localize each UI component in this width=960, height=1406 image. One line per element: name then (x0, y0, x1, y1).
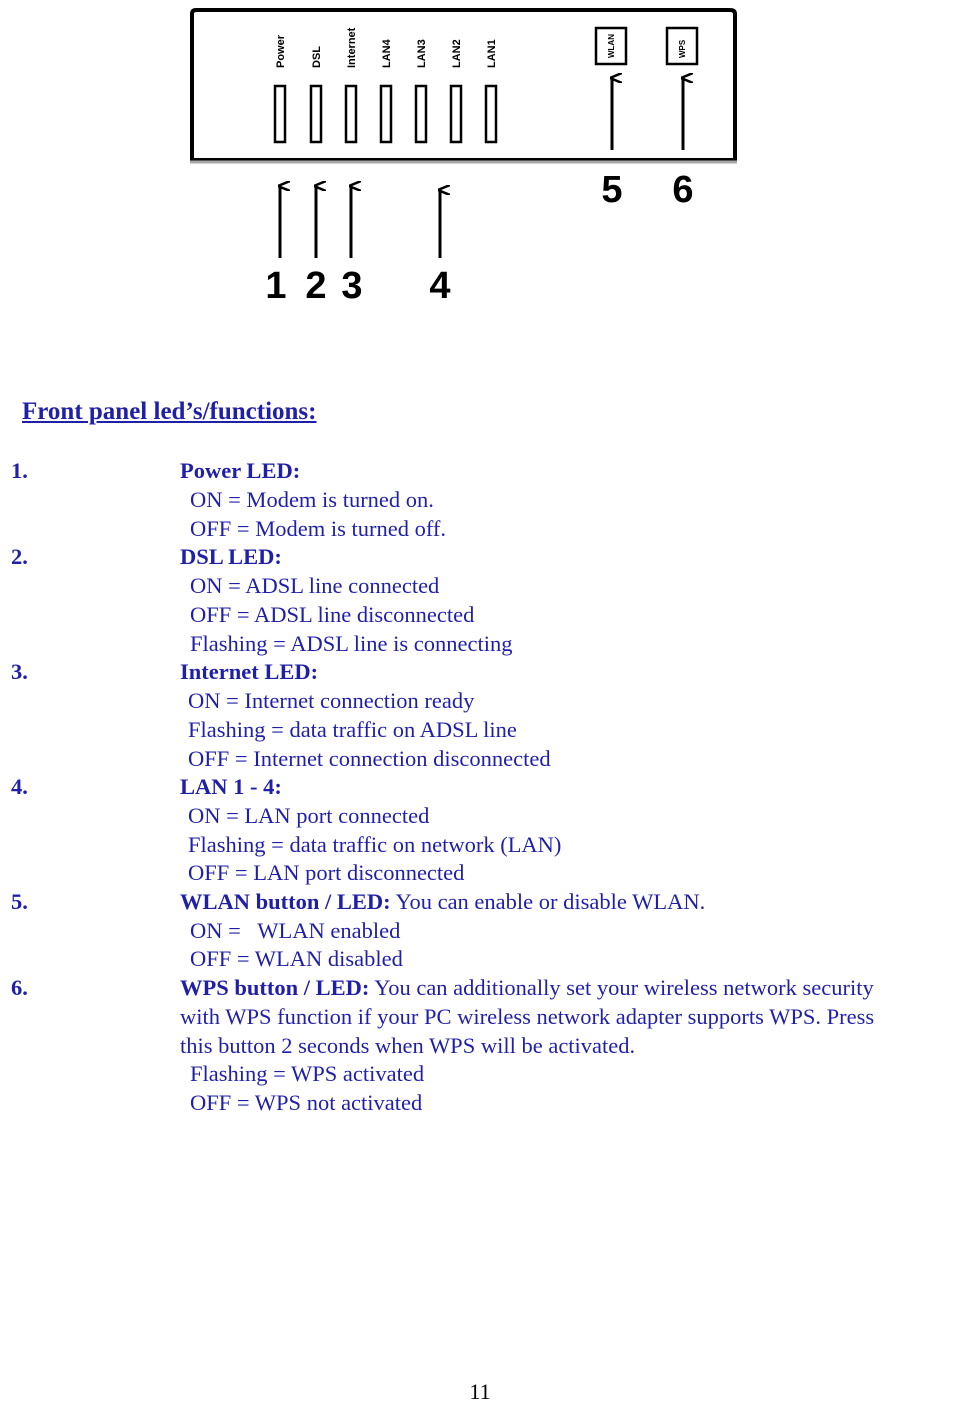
page-number: 11 (469, 1379, 491, 1404)
item-title: Internet LED: (180, 659, 319, 684)
item-detail: Flashing = data traffic on ADSL line (188, 717, 517, 742)
button-label: WLAN (607, 34, 616, 58)
callout-number: 4 (429, 265, 451, 307)
callout-number: 1 (265, 265, 287, 307)
led-label: Power (275, 34, 287, 68)
item-title: Power LED: (180, 458, 301, 483)
item-number: 3. (11, 659, 28, 684)
led-label: DSL (311, 46, 323, 68)
item-title: DSL LED: (180, 544, 282, 569)
list-item-wps (0, 973, 960, 1002)
item-detail: OFF = WPS not activated (190, 1090, 423, 1115)
item-number: 2. (11, 544, 28, 569)
item-detail: Flashing = ADSL line is connecting (190, 631, 513, 656)
item-text: You can enable or disable WLAN. (390, 889, 706, 914)
list-item-power (0, 456, 960, 485)
led-label: LAN1 (486, 39, 498, 68)
item-number: 4. (11, 774, 28, 799)
item-continuation: with WPS function if your PC wireless network adapter supports WPS. Press (180, 1004, 875, 1029)
led-label: LAN4 (381, 39, 393, 68)
front-panel-diagram (0, 0, 960, 320)
callout-number: 2 (305, 265, 327, 307)
led-indicator (451, 86, 461, 142)
section-heading: Front panel led’s/functions: (22, 398, 317, 425)
item-detail: OFF = Internet connection disconnected (188, 746, 551, 771)
led-label: LAN3 (416, 39, 428, 68)
led-indicator (486, 86, 496, 142)
item-detail: OFF = WLAN disabled (190, 946, 403, 971)
button-label: WPS (678, 39, 687, 58)
led-indicator (346, 86, 356, 142)
list-item-lan (0, 772, 960, 801)
panel-outline (192, 10, 735, 160)
led-indicator (311, 86, 321, 142)
item-number: 1. (11, 458, 28, 483)
item-detail: OFF = LAN port disconnected (188, 860, 465, 885)
item-detail: ON = ADSL line connected (190, 573, 440, 598)
item-number: 5. (11, 889, 28, 914)
led-indicator (416, 86, 426, 142)
led-label: Internet (346, 27, 358, 68)
item-text: You can additionally set your wireless network security (369, 975, 874, 1000)
list-item-dsl (0, 542, 960, 571)
callout-number: 3 (341, 265, 363, 307)
item-detail: ON = LAN port connected (188, 803, 430, 828)
item-detail: ON = Internet connection ready (188, 688, 475, 713)
item-detail: ON = Modem is turned on. (190, 487, 434, 512)
item-detail: OFF = ADSL line disconnected (190, 602, 475, 627)
item-detail: Flashing = data traffic on network (LAN) (188, 832, 562, 857)
item-title: LAN 1 - 4: (180, 774, 282, 799)
callout-number: 6 (672, 169, 694, 211)
item-number: 6. (11, 975, 28, 1000)
item-detail: ON = WLAN enabled (190, 918, 401, 943)
led-indicator (381, 86, 391, 142)
item-title: WPS button / LED: (180, 975, 370, 1000)
led-indicator (275, 86, 285, 142)
led-label: LAN2 (451, 39, 463, 68)
list-item-wlan (0, 887, 960, 916)
item-detail: Flashing = WPS activated (190, 1061, 425, 1086)
list-item-internet (0, 657, 960, 686)
item-title: WLAN button / LED: (180, 889, 391, 914)
item-detail: OFF = Modem is turned off. (190, 516, 447, 541)
item-continuation: this button 2 seconds when WPS will be activated. (180, 1033, 636, 1058)
callout-number: 5 (601, 169, 623, 211)
